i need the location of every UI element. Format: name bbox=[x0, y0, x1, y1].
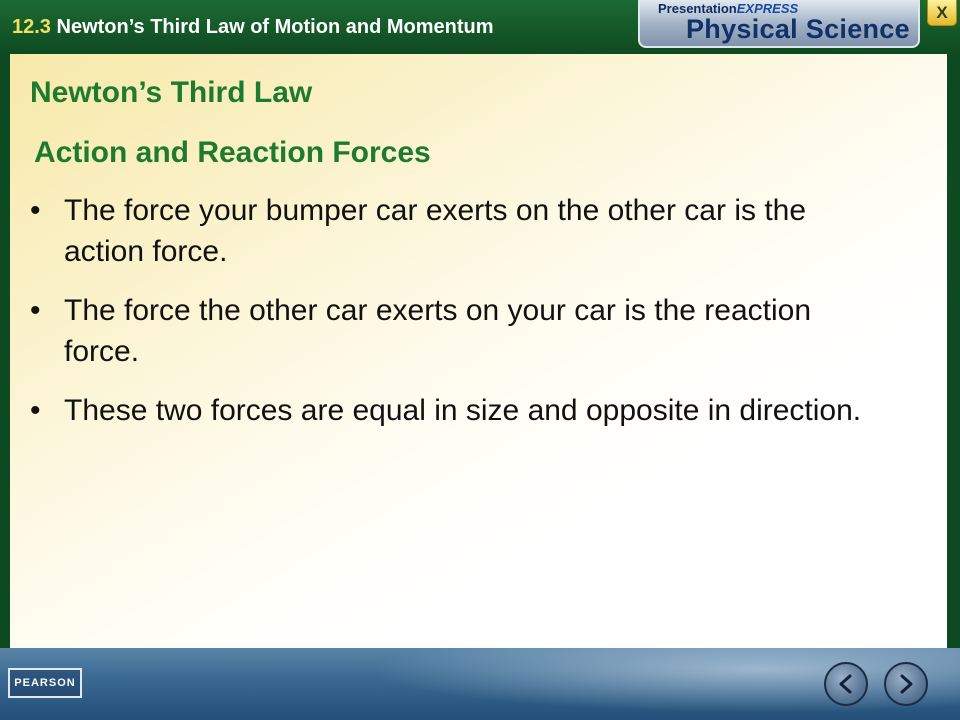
brand-tagline-suffix: EXPRESS bbox=[736, 1, 799, 16]
brand-tagline-prefix: Presentation bbox=[658, 1, 737, 16]
chevron-right-icon bbox=[895, 673, 917, 695]
previous-slide-button[interactable] bbox=[824, 662, 868, 706]
header-bar bbox=[0, 0, 960, 54]
bullet-text: The force the other car exerts on your car is the reaction force. bbox=[64, 294, 812, 368]
bullet-text: The force your bumper car exerts on the other car is the action force. bbox=[64, 194, 807, 268]
bullet-item bbox=[30, 190, 890, 272]
bullet-marker: • bbox=[30, 294, 41, 327]
slide-subheading: Action and Reaction Forces bbox=[34, 136, 431, 169]
chevron-left-icon bbox=[835, 673, 857, 695]
section-number: 12.3 bbox=[12, 16, 51, 38]
bullet-marker: • bbox=[30, 394, 41, 427]
bullet-item bbox=[30, 290, 890, 372]
bullet-text: These two forces are equal in size and opposite in direction. bbox=[64, 394, 862, 427]
close-button[interactable] bbox=[927, 0, 957, 26]
section-title bbox=[12, 16, 494, 39]
brand-logo bbox=[638, 0, 920, 48]
footer-bar bbox=[0, 648, 960, 720]
brand-title: Physical Science bbox=[686, 14, 910, 44]
bullet-marker: • bbox=[30, 194, 41, 227]
bullet-item bbox=[30, 390, 890, 431]
close-icon: X bbox=[936, 2, 948, 22]
slide-title: Newton’s Third Law bbox=[30, 76, 313, 109]
next-slide-button[interactable] bbox=[884, 662, 928, 706]
pearson-logo: PEARSON bbox=[8, 668, 82, 698]
content-panel bbox=[10, 54, 950, 648]
section-name: Newton’s Third Law of Motion and Momentum bbox=[56, 16, 494, 38]
bullet-list bbox=[30, 190, 890, 449]
